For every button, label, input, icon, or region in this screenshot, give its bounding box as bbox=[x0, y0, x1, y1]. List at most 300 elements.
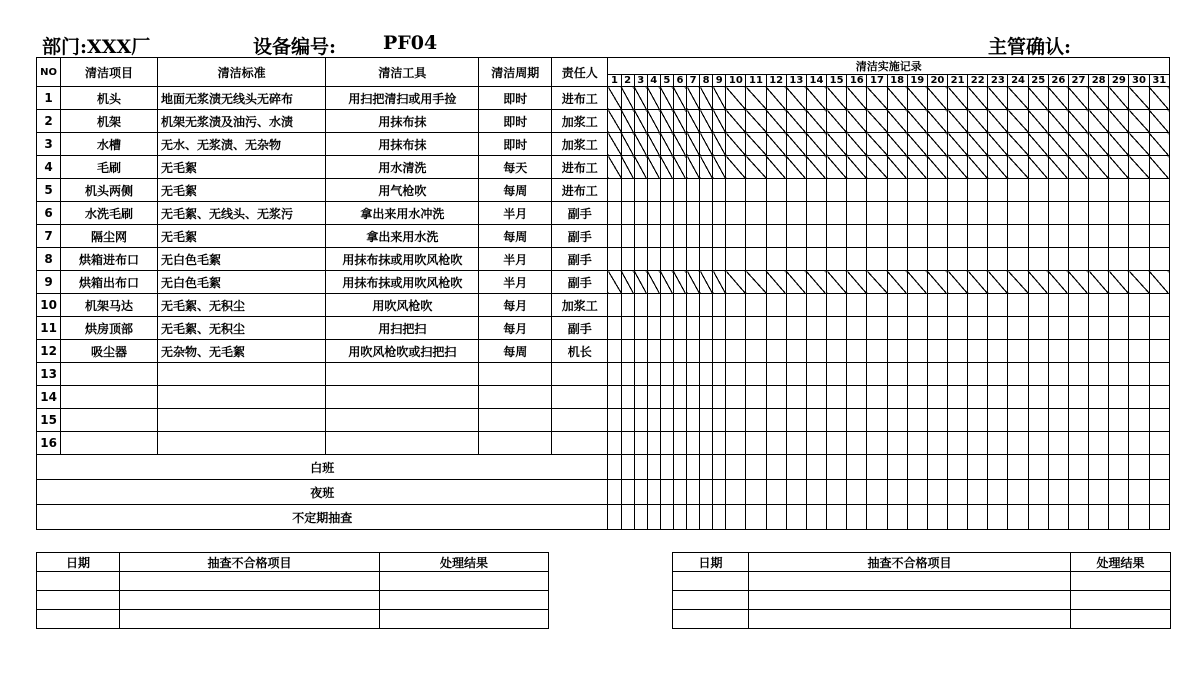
record-cell[interactable] bbox=[713, 156, 726, 179]
record-cell[interactable] bbox=[867, 202, 887, 225]
record-cell[interactable] bbox=[988, 179, 1008, 202]
record-cell[interactable] bbox=[1028, 386, 1048, 409]
record-cell[interactable] bbox=[647, 225, 660, 248]
record-cell[interactable] bbox=[887, 455, 907, 480]
record-cell[interactable] bbox=[766, 156, 786, 179]
record-cell[interactable] bbox=[887, 480, 907, 505]
record-cell[interactable] bbox=[673, 225, 686, 248]
record-cell[interactable] bbox=[700, 202, 713, 225]
record-cell[interactable] bbox=[968, 179, 988, 202]
record-cell[interactable] bbox=[1129, 386, 1149, 409]
record-cell[interactable] bbox=[647, 202, 660, 225]
record-cell[interactable] bbox=[948, 409, 968, 432]
record-cell[interactable] bbox=[673, 455, 686, 480]
record-cell[interactable] bbox=[948, 455, 968, 480]
record-cell[interactable] bbox=[1109, 409, 1129, 432]
record-cell[interactable] bbox=[806, 225, 826, 248]
record-cell[interactable] bbox=[621, 363, 634, 386]
record-cell[interactable] bbox=[634, 480, 647, 505]
record-cell[interactable] bbox=[700, 179, 713, 202]
record-cell[interactable] bbox=[988, 340, 1008, 363]
record-cell[interactable] bbox=[1089, 455, 1109, 480]
record-cell[interactable] bbox=[786, 340, 806, 363]
record-cell[interactable] bbox=[1149, 202, 1169, 225]
record-cell[interactable] bbox=[766, 432, 786, 455]
record-cell[interactable] bbox=[660, 156, 673, 179]
record-cell[interactable] bbox=[634, 87, 647, 110]
record-cell[interactable] bbox=[1109, 110, 1129, 133]
record-cell[interactable] bbox=[660, 133, 673, 156]
record-cell[interactable] bbox=[1008, 110, 1028, 133]
record-cell[interactable] bbox=[1028, 409, 1048, 432]
record-cell[interactable] bbox=[887, 505, 907, 530]
record-cell[interactable] bbox=[726, 225, 746, 248]
record-cell[interactable] bbox=[700, 156, 713, 179]
record-cell[interactable] bbox=[647, 480, 660, 505]
record-cell[interactable] bbox=[1028, 432, 1048, 455]
record-cell[interactable] bbox=[907, 505, 927, 530]
record-cell[interactable] bbox=[1089, 271, 1109, 294]
record-cell[interactable] bbox=[806, 386, 826, 409]
record-cell[interactable] bbox=[927, 248, 947, 271]
record-cell[interactable] bbox=[1109, 225, 1129, 248]
record-cell[interactable] bbox=[1149, 480, 1169, 505]
record-cell[interactable] bbox=[968, 409, 988, 432]
record-cell[interactable] bbox=[988, 225, 1008, 248]
inspection-cell[interactable] bbox=[120, 610, 380, 629]
record-cell[interactable] bbox=[806, 202, 826, 225]
record-cell[interactable] bbox=[608, 202, 621, 225]
record-cell[interactable] bbox=[827, 363, 847, 386]
record-cell[interactable] bbox=[746, 202, 766, 225]
record-cell[interactable] bbox=[806, 133, 826, 156]
record-cell[interactable] bbox=[713, 271, 726, 294]
record-cell[interactable] bbox=[1089, 248, 1109, 271]
record-cell[interactable] bbox=[948, 225, 968, 248]
record-cell[interactable] bbox=[887, 133, 907, 156]
record-cell[interactable] bbox=[887, 156, 907, 179]
record-cell[interactable] bbox=[1129, 156, 1149, 179]
record-cell[interactable] bbox=[968, 225, 988, 248]
record-cell[interactable] bbox=[634, 133, 647, 156]
record-cell[interactable] bbox=[687, 294, 700, 317]
record-cell[interactable] bbox=[1048, 248, 1068, 271]
record-cell[interactable] bbox=[907, 110, 927, 133]
record-cell[interactable] bbox=[1048, 317, 1068, 340]
record-cell[interactable] bbox=[1109, 294, 1129, 317]
record-cell[interactable] bbox=[786, 202, 806, 225]
record-cell[interactable] bbox=[786, 363, 806, 386]
record-cell[interactable] bbox=[700, 133, 713, 156]
record-cell[interactable] bbox=[786, 87, 806, 110]
record-cell[interactable] bbox=[687, 110, 700, 133]
record-cell[interactable] bbox=[726, 202, 746, 225]
record-cell[interactable] bbox=[608, 294, 621, 317]
record-cell[interactable] bbox=[1048, 432, 1068, 455]
record-cell[interactable] bbox=[1068, 202, 1088, 225]
record-cell[interactable] bbox=[827, 432, 847, 455]
record-cell[interactable] bbox=[634, 225, 647, 248]
record-cell[interactable] bbox=[867, 317, 887, 340]
record-cell[interactable] bbox=[746, 386, 766, 409]
record-cell[interactable] bbox=[968, 110, 988, 133]
record-cell[interactable] bbox=[968, 202, 988, 225]
record-cell[interactable] bbox=[1129, 294, 1149, 317]
record-cell[interactable] bbox=[687, 271, 700, 294]
record-cell[interactable] bbox=[621, 432, 634, 455]
record-cell[interactable] bbox=[634, 505, 647, 530]
record-cell[interactable] bbox=[1008, 87, 1028, 110]
record-cell[interactable] bbox=[1048, 271, 1068, 294]
record-cell[interactable] bbox=[766, 110, 786, 133]
record-cell[interactable] bbox=[1089, 87, 1109, 110]
inspection-cell[interactable] bbox=[37, 572, 120, 591]
record-cell[interactable] bbox=[621, 271, 634, 294]
record-cell[interactable] bbox=[927, 87, 947, 110]
record-cell[interactable] bbox=[634, 202, 647, 225]
record-cell[interactable] bbox=[907, 409, 927, 432]
record-cell[interactable] bbox=[907, 179, 927, 202]
record-cell[interactable] bbox=[1089, 110, 1109, 133]
record-cell[interactable] bbox=[988, 248, 1008, 271]
record-cell[interactable] bbox=[687, 432, 700, 455]
record-cell[interactable] bbox=[673, 409, 686, 432]
record-cell[interactable] bbox=[1068, 133, 1088, 156]
record-cell[interactable] bbox=[968, 271, 988, 294]
record-cell[interactable] bbox=[647, 294, 660, 317]
record-cell[interactable] bbox=[746, 248, 766, 271]
record-cell[interactable] bbox=[847, 455, 867, 480]
record-cell[interactable] bbox=[766, 317, 786, 340]
record-cell[interactable] bbox=[827, 87, 847, 110]
record-cell[interactable] bbox=[700, 480, 713, 505]
record-cell[interactable] bbox=[687, 202, 700, 225]
record-cell[interactable] bbox=[621, 505, 634, 530]
record-cell[interactable] bbox=[887, 202, 907, 225]
record-cell[interactable] bbox=[988, 202, 1008, 225]
record-cell[interactable] bbox=[847, 87, 867, 110]
record-cell[interactable] bbox=[766, 248, 786, 271]
record-cell[interactable] bbox=[827, 248, 847, 271]
record-cell[interactable] bbox=[1149, 294, 1169, 317]
record-cell[interactable] bbox=[660, 87, 673, 110]
record-cell[interactable] bbox=[968, 505, 988, 530]
record-cell[interactable] bbox=[713, 202, 726, 225]
record-cell[interactable] bbox=[660, 409, 673, 432]
record-cell[interactable] bbox=[700, 317, 713, 340]
record-cell[interactable] bbox=[1028, 294, 1048, 317]
record-cell[interactable] bbox=[726, 87, 746, 110]
record-cell[interactable] bbox=[766, 480, 786, 505]
record-cell[interactable] bbox=[867, 432, 887, 455]
record-cell[interactable] bbox=[621, 87, 634, 110]
record-cell[interactable] bbox=[713, 505, 726, 530]
inspection-cell[interactable] bbox=[673, 610, 749, 629]
record-cell[interactable] bbox=[647, 386, 660, 409]
record-cell[interactable] bbox=[927, 455, 947, 480]
record-cell[interactable] bbox=[766, 225, 786, 248]
record-cell[interactable] bbox=[1068, 340, 1088, 363]
record-cell[interactable] bbox=[647, 248, 660, 271]
record-cell[interactable] bbox=[634, 294, 647, 317]
record-cell[interactable] bbox=[806, 363, 826, 386]
record-cell[interactable] bbox=[1008, 409, 1028, 432]
record-cell[interactable] bbox=[608, 386, 621, 409]
record-cell[interactable] bbox=[907, 363, 927, 386]
record-cell[interactable] bbox=[673, 505, 686, 530]
record-cell[interactable] bbox=[1008, 317, 1028, 340]
record-cell[interactable] bbox=[1149, 156, 1169, 179]
record-cell[interactable] bbox=[746, 294, 766, 317]
record-cell[interactable] bbox=[1008, 179, 1028, 202]
record-cell[interactable] bbox=[726, 271, 746, 294]
record-cell[interactable] bbox=[700, 340, 713, 363]
record-cell[interactable] bbox=[1089, 480, 1109, 505]
record-cell[interactable] bbox=[687, 225, 700, 248]
record-cell[interactable] bbox=[827, 505, 847, 530]
record-cell[interactable] bbox=[713, 386, 726, 409]
record-cell[interactable] bbox=[968, 386, 988, 409]
inspection-cell[interactable] bbox=[380, 591, 549, 610]
record-cell[interactable] bbox=[786, 225, 806, 248]
record-cell[interactable] bbox=[687, 248, 700, 271]
record-cell[interactable] bbox=[927, 271, 947, 294]
record-cell[interactable] bbox=[867, 179, 887, 202]
record-cell[interactable] bbox=[687, 156, 700, 179]
record-cell[interactable] bbox=[1129, 110, 1149, 133]
inspection-cell[interactable] bbox=[120, 591, 380, 610]
record-cell[interactable] bbox=[1068, 505, 1088, 530]
record-cell[interactable] bbox=[867, 294, 887, 317]
record-cell[interactable] bbox=[827, 202, 847, 225]
record-cell[interactable] bbox=[726, 480, 746, 505]
record-cell[interactable] bbox=[948, 480, 968, 505]
record-cell[interactable] bbox=[907, 156, 927, 179]
record-cell[interactable] bbox=[1129, 133, 1149, 156]
record-cell[interactable] bbox=[713, 340, 726, 363]
record-cell[interactable] bbox=[713, 225, 726, 248]
record-cell[interactable] bbox=[968, 248, 988, 271]
record-cell[interactable] bbox=[634, 455, 647, 480]
record-cell[interactable] bbox=[847, 505, 867, 530]
record-cell[interactable] bbox=[673, 87, 686, 110]
record-cell[interactable] bbox=[746, 505, 766, 530]
record-cell[interactable] bbox=[766, 340, 786, 363]
record-cell[interactable] bbox=[847, 248, 867, 271]
record-cell[interactable] bbox=[988, 363, 1008, 386]
record-cell[interactable] bbox=[608, 480, 621, 505]
record-cell[interactable] bbox=[806, 248, 826, 271]
record-cell[interactable] bbox=[786, 179, 806, 202]
record-cell[interactable] bbox=[1129, 317, 1149, 340]
record-cell[interactable] bbox=[1068, 480, 1088, 505]
record-cell[interactable] bbox=[746, 271, 766, 294]
record-cell[interactable] bbox=[1028, 363, 1048, 386]
record-cell[interactable] bbox=[1048, 202, 1068, 225]
record-cell[interactable] bbox=[948, 202, 968, 225]
record-cell[interactable] bbox=[660, 480, 673, 505]
record-cell[interactable] bbox=[608, 271, 621, 294]
record-cell[interactable] bbox=[968, 294, 988, 317]
record-cell[interactable] bbox=[634, 179, 647, 202]
record-cell[interactable] bbox=[827, 110, 847, 133]
record-cell[interactable] bbox=[907, 480, 927, 505]
record-cell[interactable] bbox=[988, 87, 1008, 110]
record-cell[interactable] bbox=[1129, 505, 1149, 530]
record-cell[interactable] bbox=[660, 248, 673, 271]
record-cell[interactable] bbox=[660, 179, 673, 202]
record-cell[interactable] bbox=[1129, 480, 1149, 505]
record-cell[interactable] bbox=[927, 386, 947, 409]
record-cell[interactable] bbox=[746, 87, 766, 110]
record-cell[interactable] bbox=[700, 271, 713, 294]
record-cell[interactable] bbox=[887, 110, 907, 133]
record-cell[interactable] bbox=[907, 432, 927, 455]
record-cell[interactable] bbox=[746, 363, 766, 386]
record-cell[interactable] bbox=[1149, 87, 1169, 110]
record-cell[interactable] bbox=[1149, 271, 1169, 294]
record-cell[interactable] bbox=[1008, 248, 1028, 271]
record-cell[interactable] bbox=[1008, 386, 1028, 409]
record-cell[interactable] bbox=[647, 179, 660, 202]
record-cell[interactable] bbox=[907, 87, 927, 110]
record-cell[interactable] bbox=[608, 179, 621, 202]
record-cell[interactable] bbox=[1149, 409, 1169, 432]
record-cell[interactable] bbox=[713, 294, 726, 317]
record-cell[interactable] bbox=[827, 317, 847, 340]
record-cell[interactable] bbox=[726, 386, 746, 409]
record-cell[interactable] bbox=[700, 110, 713, 133]
record-cell[interactable] bbox=[621, 480, 634, 505]
record-cell[interactable] bbox=[1048, 409, 1068, 432]
record-cell[interactable] bbox=[907, 133, 927, 156]
record-cell[interactable] bbox=[713, 455, 726, 480]
record-cell[interactable] bbox=[1089, 225, 1109, 248]
record-cell[interactable] bbox=[806, 294, 826, 317]
record-cell[interactable] bbox=[700, 505, 713, 530]
record-cell[interactable] bbox=[827, 225, 847, 248]
record-cell[interactable] bbox=[988, 294, 1008, 317]
record-cell[interactable] bbox=[766, 133, 786, 156]
record-cell[interactable] bbox=[700, 87, 713, 110]
record-cell[interactable] bbox=[1129, 409, 1149, 432]
record-cell[interactable] bbox=[1028, 156, 1048, 179]
record-cell[interactable] bbox=[687, 480, 700, 505]
record-cell[interactable] bbox=[608, 455, 621, 480]
record-cell[interactable] bbox=[746, 225, 766, 248]
record-cell[interactable] bbox=[948, 156, 968, 179]
record-cell[interactable] bbox=[1068, 294, 1088, 317]
record-cell[interactable] bbox=[726, 156, 746, 179]
inspection-cell[interactable] bbox=[673, 591, 749, 610]
record-cell[interactable] bbox=[1109, 202, 1129, 225]
record-cell[interactable] bbox=[647, 110, 660, 133]
record-cell[interactable] bbox=[1109, 505, 1129, 530]
record-cell[interactable] bbox=[827, 133, 847, 156]
record-cell[interactable] bbox=[806, 110, 826, 133]
record-cell[interactable] bbox=[927, 156, 947, 179]
record-cell[interactable] bbox=[1048, 110, 1068, 133]
record-cell[interactable] bbox=[887, 271, 907, 294]
record-cell[interactable] bbox=[1109, 363, 1129, 386]
record-cell[interactable] bbox=[1028, 455, 1048, 480]
record-cell[interactable] bbox=[907, 317, 927, 340]
record-cell[interactable] bbox=[1149, 340, 1169, 363]
record-cell[interactable] bbox=[713, 179, 726, 202]
record-cell[interactable] bbox=[647, 432, 660, 455]
record-cell[interactable] bbox=[907, 386, 927, 409]
record-cell[interactable] bbox=[1028, 248, 1048, 271]
record-cell[interactable] bbox=[847, 202, 867, 225]
record-cell[interactable] bbox=[867, 455, 887, 480]
record-cell[interactable] bbox=[713, 110, 726, 133]
record-cell[interactable] bbox=[988, 409, 1008, 432]
record-cell[interactable] bbox=[1109, 133, 1129, 156]
record-cell[interactable] bbox=[887, 317, 907, 340]
record-cell[interactable] bbox=[621, 202, 634, 225]
record-cell[interactable] bbox=[988, 156, 1008, 179]
record-cell[interactable] bbox=[847, 179, 867, 202]
record-cell[interactable] bbox=[887, 87, 907, 110]
record-cell[interactable] bbox=[766, 409, 786, 432]
record-cell[interactable] bbox=[1068, 110, 1088, 133]
record-cell[interactable] bbox=[948, 110, 968, 133]
record-cell[interactable] bbox=[1129, 455, 1149, 480]
record-cell[interactable] bbox=[621, 156, 634, 179]
record-cell[interactable] bbox=[1129, 225, 1149, 248]
record-cell[interactable] bbox=[827, 386, 847, 409]
record-cell[interactable] bbox=[1109, 386, 1129, 409]
record-cell[interactable] bbox=[621, 294, 634, 317]
record-cell[interactable] bbox=[827, 480, 847, 505]
record-cell[interactable] bbox=[907, 225, 927, 248]
record-cell[interactable] bbox=[1149, 455, 1169, 480]
record-cell[interactable] bbox=[1129, 432, 1149, 455]
record-cell[interactable] bbox=[673, 386, 686, 409]
record-cell[interactable] bbox=[907, 340, 927, 363]
record-cell[interactable] bbox=[1129, 179, 1149, 202]
record-cell[interactable] bbox=[1109, 317, 1129, 340]
record-cell[interactable] bbox=[647, 363, 660, 386]
record-cell[interactable] bbox=[867, 248, 887, 271]
record-cell[interactable] bbox=[1068, 248, 1088, 271]
record-cell[interactable] bbox=[1068, 317, 1088, 340]
record-cell[interactable] bbox=[988, 432, 1008, 455]
record-cell[interactable] bbox=[968, 432, 988, 455]
record-cell[interactable] bbox=[968, 480, 988, 505]
record-cell[interactable] bbox=[867, 156, 887, 179]
record-cell[interactable] bbox=[700, 432, 713, 455]
record-cell[interactable] bbox=[746, 340, 766, 363]
record-cell[interactable] bbox=[786, 505, 806, 530]
record-cell[interactable] bbox=[786, 432, 806, 455]
record-cell[interactable] bbox=[1028, 271, 1048, 294]
record-cell[interactable] bbox=[1048, 87, 1068, 110]
record-cell[interactable] bbox=[660, 110, 673, 133]
record-cell[interactable] bbox=[1048, 340, 1068, 363]
record-cell[interactable] bbox=[806, 455, 826, 480]
record-cell[interactable] bbox=[927, 202, 947, 225]
record-cell[interactable] bbox=[948, 179, 968, 202]
record-cell[interactable] bbox=[660, 455, 673, 480]
record-cell[interactable] bbox=[621, 455, 634, 480]
record-cell[interactable] bbox=[887, 386, 907, 409]
record-cell[interactable] bbox=[673, 133, 686, 156]
record-cell[interactable] bbox=[687, 179, 700, 202]
record-cell[interactable] bbox=[673, 340, 686, 363]
record-cell[interactable] bbox=[608, 156, 621, 179]
record-cell[interactable] bbox=[1028, 317, 1048, 340]
